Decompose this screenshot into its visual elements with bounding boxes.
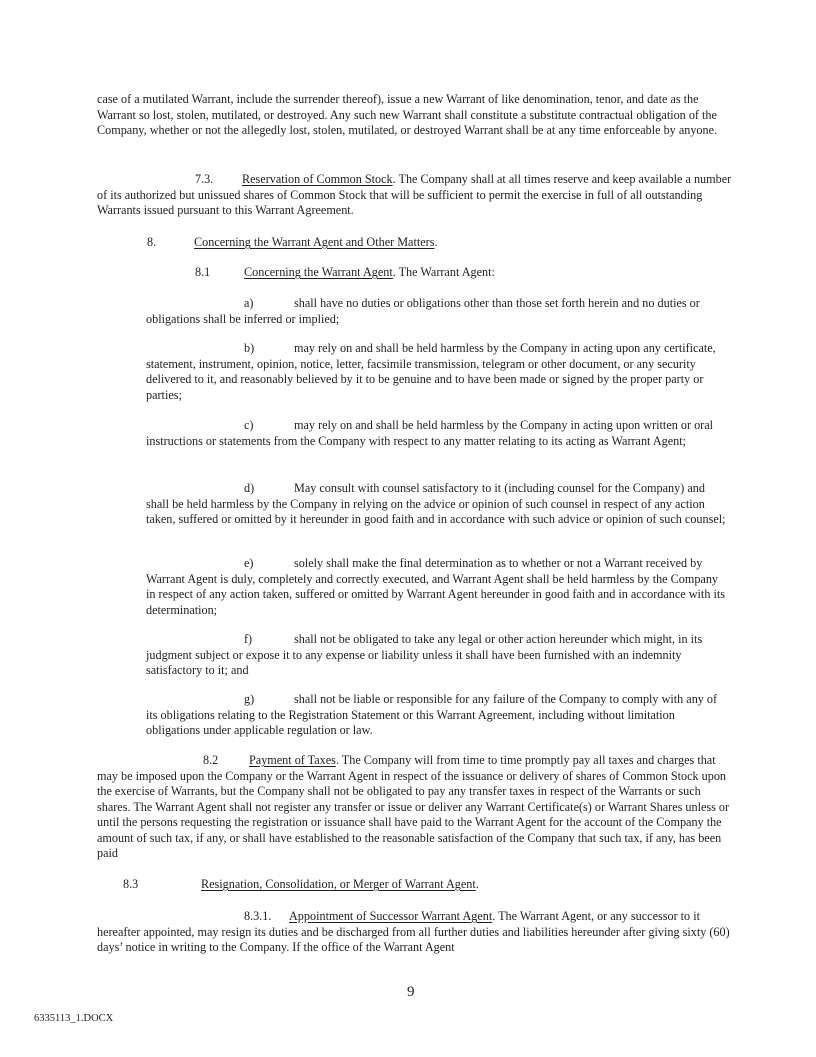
list-item-text-cont: or obligations shall be inferred or implied;: [146, 296, 700, 326]
section-8: [97, 235, 737, 251]
list-item-text: shall not be obligated to take any legal or other action hereunder which might,: [294, 632, 676, 646]
section-heading: Reservation of Common Stock: [242, 172, 393, 186]
list-item: [146, 418, 726, 449]
page-number: 9: [407, 984, 415, 1000]
list-item: [146, 632, 726, 679]
list-item-text-cont: in its judgment subject or expose it to any expense or liability unless it shall have been furnished with an indemnity satisfactory to it; and: [146, 632, 703, 677]
list-item-label: f): [244, 632, 253, 646]
list-item-label: c): [244, 418, 254, 432]
section-punct: .: [475, 877, 479, 891]
list-item-label: a): [244, 296, 254, 310]
list-item-text: shall not be liable or responsible for any failure of the Company to comply: [294, 692, 659, 706]
section-punct: .: [434, 235, 438, 249]
list-item-label: e): [244, 556, 254, 570]
section-8-3-1: [97, 909, 737, 956]
section-text: . The Company will from time to time promptly pay all taxes and charges that may be imposed upon the Company or the Warrant Agent in respect of the issuance or delivery of shares of Common Stock upon the exercise of Warrants, but the Company shall not be obligated to pay any transfer taxes in respect of the Warrants or such shares. The Warrant Agent shall not register any transfer or issue or deliver any Warrant Certificate(s) or Warrant Shares unless or until the persons requesting the registration or issuance shall have paid to the Warrant Agent for the account of the Company the amount of such tax, if any, or shall have established to the reasonable satisfaction of the Company that such tax, if any, has been paid: [97, 753, 730, 860]
section-heading: Payment of Taxes: [249, 753, 336, 767]
section-number: 7.3.: [195, 172, 214, 186]
section-8-2: [97, 753, 737, 862]
list-item-text: may rely on and shall be held harmless by the Company in acting upon written: [294, 418, 678, 432]
section-7-3: [97, 172, 737, 219]
section-text: . The Warrant Agent:: [392, 265, 495, 279]
list-item-label: g): [244, 692, 255, 706]
list-item: [146, 481, 726, 528]
section-number: 8.2: [203, 753, 219, 767]
list-item: [146, 341, 726, 403]
section-8-1: [146, 265, 746, 281]
section-8-3: [97, 877, 737, 893]
list-item-text: may rely on and shall be held harmless by the Company in acting upon any: [294, 341, 661, 355]
list-item: [146, 556, 726, 618]
list-item-text: May consult with counsel satisfactory to it (including counsel for the Company): [294, 481, 685, 495]
list-item-text: solely shall make the final determination as to whether or not a Warrant: [294, 556, 643, 570]
list-item-label: d): [244, 481, 255, 495]
list-item-text-cont: and shall be held harmless by the Company in relying on the advice or opinion of such counsel in respect of any action taken, suffered or omitted by it hereunder in good faith and in accordance with such advice or opinion of such counsel;: [146, 481, 726, 526]
list-item-text-cont: or oral instructions or statements from the Company with respect to any matter relating to its acting as Warrant Agent;: [146, 418, 714, 448]
list-item-text-cont: certificate, statement, instrument, opinion, notice, letter, facsimile transmission, telegram or other document, or any security delivered to it, and reasonably believed by it to be genuine and to have been made or signed by the proper party or parties;: [146, 341, 716, 402]
section-text: . The Company shall at all times reserve and keep available a number of its authorized but unissued shares of Common Stock that will be sufficient to permit the exercise in full of all outstanding Warrants issued pursuant to this Warrant Agreement.: [97, 172, 732, 217]
section-number: 8.1: [195, 265, 211, 279]
section-heading: Concerning the Warrant Agent: [244, 265, 393, 279]
document-id: 6335113_1.DOCX: [34, 1013, 114, 1024]
section-number: 8.3: [123, 877, 139, 891]
list-item-text: shall have no duties or obligations other than those set forth herein and no duties: [294, 296, 687, 310]
section-text: . The Warrant Agent, or any successor to it hereafter appointed, may resign its duties and be discharged from all further duties and liabilities hereunder after giving sixty (60) days’ notice in writing to the Company. If the office of the Warrant Agent: [97, 909, 730, 954]
list-item-text-cont: with any of its obligations relating to the Registration Statement or this Warrant Agreement, including without limitation obligations under applicable regulation or law.: [146, 692, 718, 737]
section-number: 8.3.1.: [244, 909, 272, 923]
list-item-label: b): [244, 341, 255, 355]
list-item: [146, 296, 726, 327]
section-heading: Resignation, Consolidation, or Merger of Warrant Agent: [201, 877, 476, 891]
section-number: 8.: [147, 235, 157, 249]
list-item: [146, 692, 726, 739]
section-heading: Concerning the Warrant Agent and Other Matters: [194, 235, 435, 249]
section-heading: Appointment of Successor Warrant Agent: [289, 909, 493, 923]
list-item-text-cont: received by Warrant Agent is duly, completely and correctly executed, and Warrant Agent shall be held harmless by the Company in respect of any action taken, suffered or omitted by Warrant Agent hereunder in good faith and in accordance with its determination;: [146, 556, 725, 617]
continuation-paragraph: case of a mutilated Warrant, include the surrender thereof), issue a new Warrant of like denomination, tenor, and date as the Warrant so lost, stolen, mutilated, or destroyed. Any such new Warrant shall constitute a substitute contractual obligation of the Company, whether or not the allegedly lost, stolen, mutilated, or destroyed Warrant shall be at any time enforceable by anyone.: [97, 92, 718, 137]
